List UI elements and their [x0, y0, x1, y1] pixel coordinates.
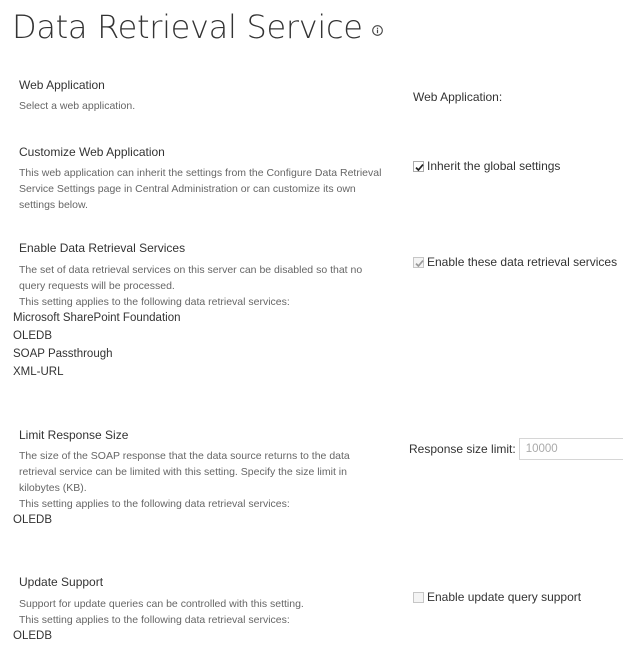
- update-support-services-list: [13, 627, 52, 645]
- checkmark-icon: [414, 258, 425, 269]
- page-header: [12, 8, 383, 46]
- enable-services-applies-note: This setting applies to the following data retrieval services:: [19, 296, 290, 308]
- inherit-global-settings-option[interactable]: [413, 159, 560, 173]
- page-title: Data Retrieval Service: [12, 8, 363, 46]
- update-query-support-checkbox[interactable]: [413, 592, 424, 603]
- response-size-description-text: The size of the SOAP response that the data source returns to the data retrieval service can be limited with this setting. Specify the size limit in kilobytes (KB).: [19, 450, 350, 494]
- response-size-services-list: [13, 511, 52, 529]
- response-size-field-row: [409, 438, 623, 460]
- info-icon[interactable]: [372, 25, 383, 36]
- web-application-description: [19, 98, 394, 114]
- list-item: XML-URL: [13, 366, 64, 378]
- update-query-support-label: Enable update query support: [427, 590, 582, 604]
- enable-services-option[interactable]: [413, 255, 617, 269]
- web-application-heading: Web Application: [19, 78, 105, 92]
- list-item: Microsoft SharePoint Foundation: [13, 312, 181, 324]
- response-size-heading: Limit Response Size: [19, 428, 129, 442]
- enable-services-label: Enable these data retrieval services: [427, 255, 618, 269]
- response-size-input[interactable]: 10000: [519, 438, 623, 460]
- list-item: OLEDB: [13, 330, 52, 342]
- update-support-applies-note: This setting applies to the following data retrieval services:: [19, 614, 290, 626]
- customize-description-text: This web application can inherit the settings from the Configure Data Retrieval Service Settings page in Central Administration or can customize its own settings below.: [19, 167, 382, 211]
- update-support-heading: Update Support: [19, 575, 104, 589]
- response-size-applies-note: This setting applies to the following data retrieval services:: [19, 498, 290, 510]
- customize-heading: Customize Web Application: [19, 145, 165, 159]
- update-support-description-text: Support for update queries can be controlled with this setting.: [19, 598, 304, 610]
- inherit-global-settings-label: Inherit the global settings: [427, 159, 561, 173]
- enable-services-description: [19, 262, 384, 310]
- update-query-support-option[interactable]: [413, 590, 581, 604]
- enable-services-description-text: The set of data retrieval services on this server can be disabled so that no query requests will be processed.: [19, 264, 363, 292]
- list-item: OLEDB: [13, 630, 52, 642]
- update-support-description: [19, 596, 394, 628]
- enable-services-heading: Enable Data Retrieval Services: [19, 241, 186, 255]
- response-size-description: [19, 448, 379, 512]
- customize-description: [19, 165, 389, 213]
- list-item: OLEDB: [13, 514, 52, 526]
- response-size-label: Response size limit:: [409, 442, 516, 456]
- enable-services-list: [13, 309, 180, 381]
- list-item: SOAP Passthrough: [13, 348, 113, 360]
- web-application-description-text: Select a web application.: [19, 100, 136, 112]
- checkmark-icon: [414, 162, 425, 173]
- inherit-global-settings-checkbox[interactable]: [413, 161, 424, 172]
- web-application-selector-label: Web Application:: [413, 90, 503, 104]
- enable-services-checkbox[interactable]: [413, 257, 424, 268]
